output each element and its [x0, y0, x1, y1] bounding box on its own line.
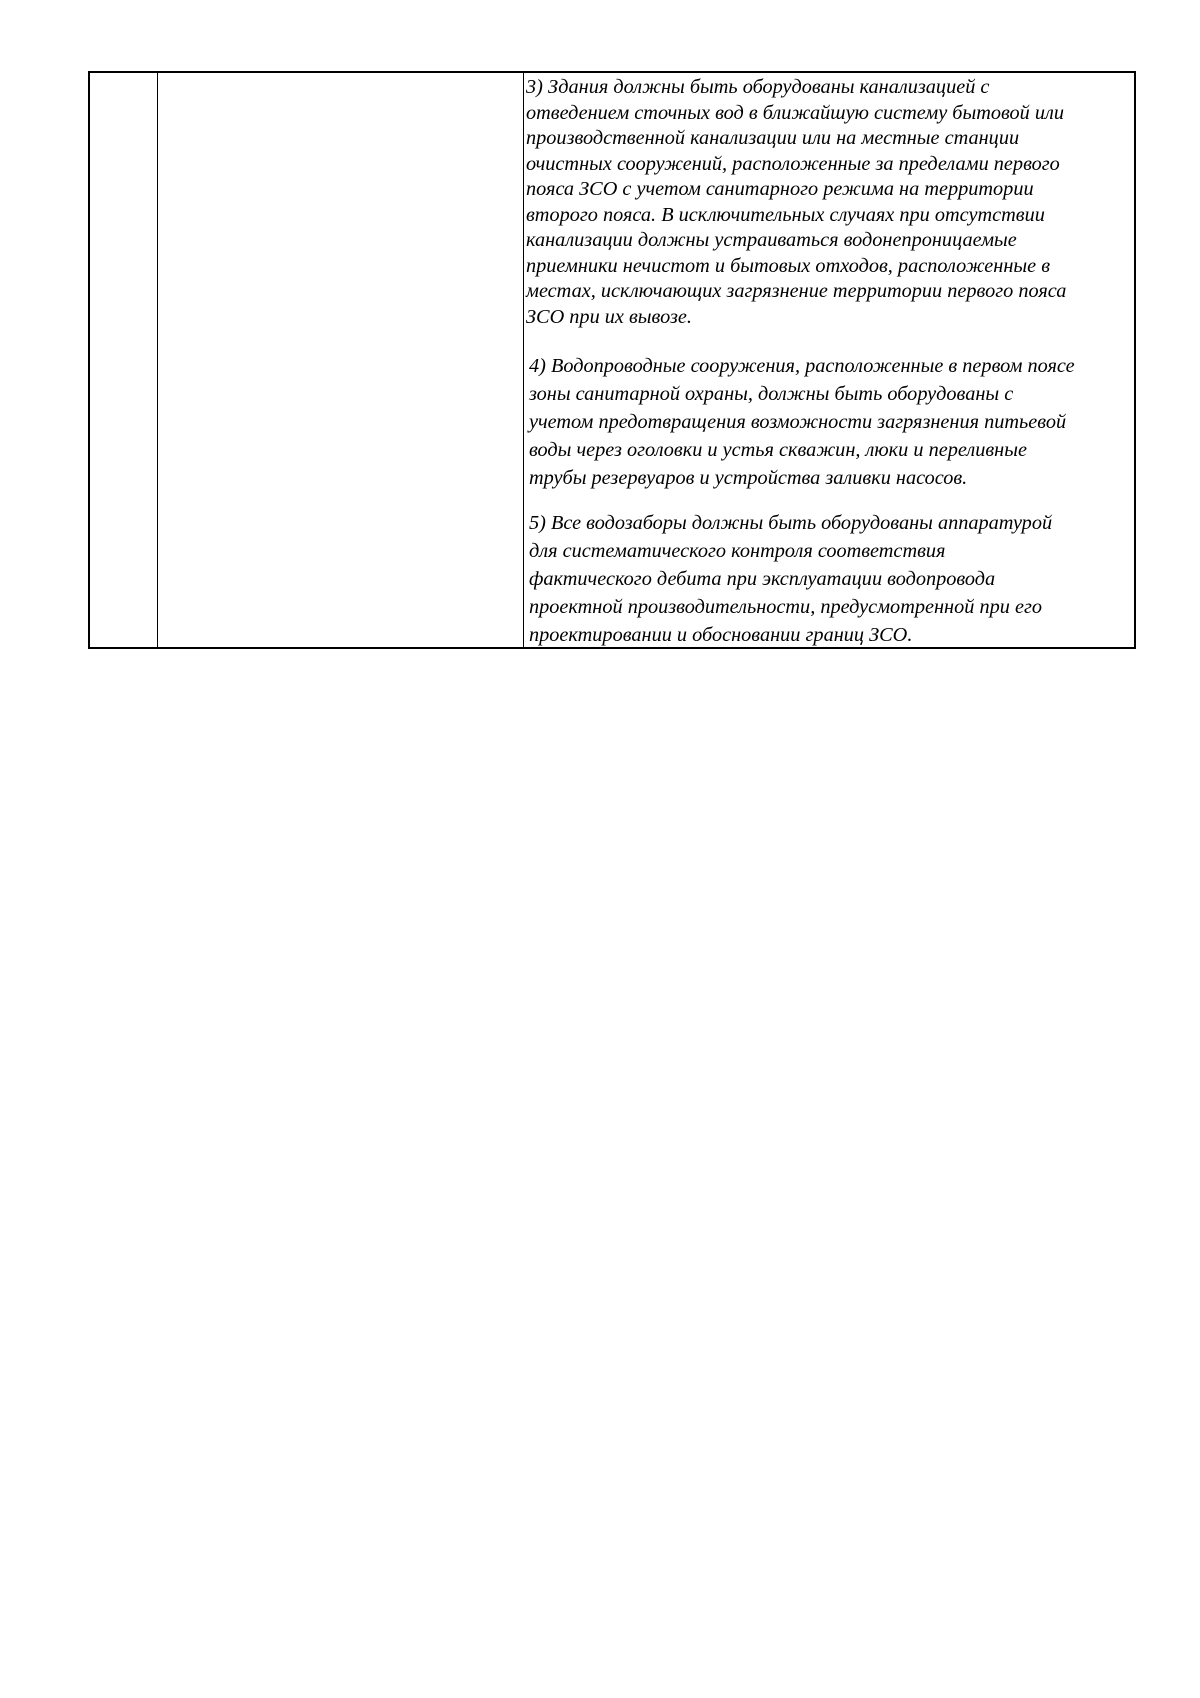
paragraph-3	[526, 75, 1136, 330]
paragraph-line: трубы резервуаров и устройства заливки насосов.	[529, 467, 968, 489]
paragraph-line: приемники нечистот и бытовых отходов, расположенные в	[526, 254, 1051, 277]
paragraph-line: местах, исключающих загрязнение территории первого пояса	[526, 280, 1067, 302]
paragraph-4	[526, 352, 1136, 492]
paragraph-line: проектной производительности, предусмотренной при его	[529, 596, 1043, 618]
paragraph-line: воды через оголовки и устья скважин, люки и переливные	[529, 439, 1027, 461]
paragraph-line: для систематического контроля соответствия	[529, 540, 946, 562]
paragraph-line: зоны санитарной охраны, должны быть оборудованы с	[529, 383, 1014, 405]
paragraph-line: ЗСО при их вывозе.	[526, 305, 692, 328]
column-divider-2	[523, 73, 524, 647]
paragraph-line: 4) Водопроводные сооружения, расположенные в первом поясе	[529, 355, 1075, 377]
paragraph-line: фактического дебита при эксплуатации водопровода	[529, 568, 996, 590]
requirements-text-cell	[526, 75, 1136, 649]
paragraph-line: пояса ЗСО с учетом санитарного режима на территории	[526, 178, 1034, 200]
paragraph-5	[526, 509, 1136, 649]
paragraph-line: второго пояса. В исключительных случаях при отсутствии	[526, 203, 1045, 226]
paragraph-line: учетом предотвращения возможности загрязнения питьевой	[529, 411, 1067, 433]
paragraph-line: проектировании и обосновании границ ЗСО.	[529, 624, 913, 646]
paragraph-line: канализации должны устраиваться водонепроницаемые	[526, 229, 1017, 251]
paragraph-line: 3) Здания должны быть оборудованы канализацией с	[526, 76, 990, 98]
paragraph-line: очистных сооружений, расположенные за пределами первого	[526, 152, 1060, 175]
column-divider-1	[157, 73, 158, 647]
paragraph-line: отведением сточных вод в ближайшую систему бытовой или	[526, 101, 1065, 124]
requirements-table	[88, 71, 1136, 649]
paragraph-line: производственной канализации или на местные станции	[526, 127, 1020, 149]
paragraph-line: 5) Все водозаборы должны быть оборудованы аппаратурой	[529, 512, 1053, 534]
